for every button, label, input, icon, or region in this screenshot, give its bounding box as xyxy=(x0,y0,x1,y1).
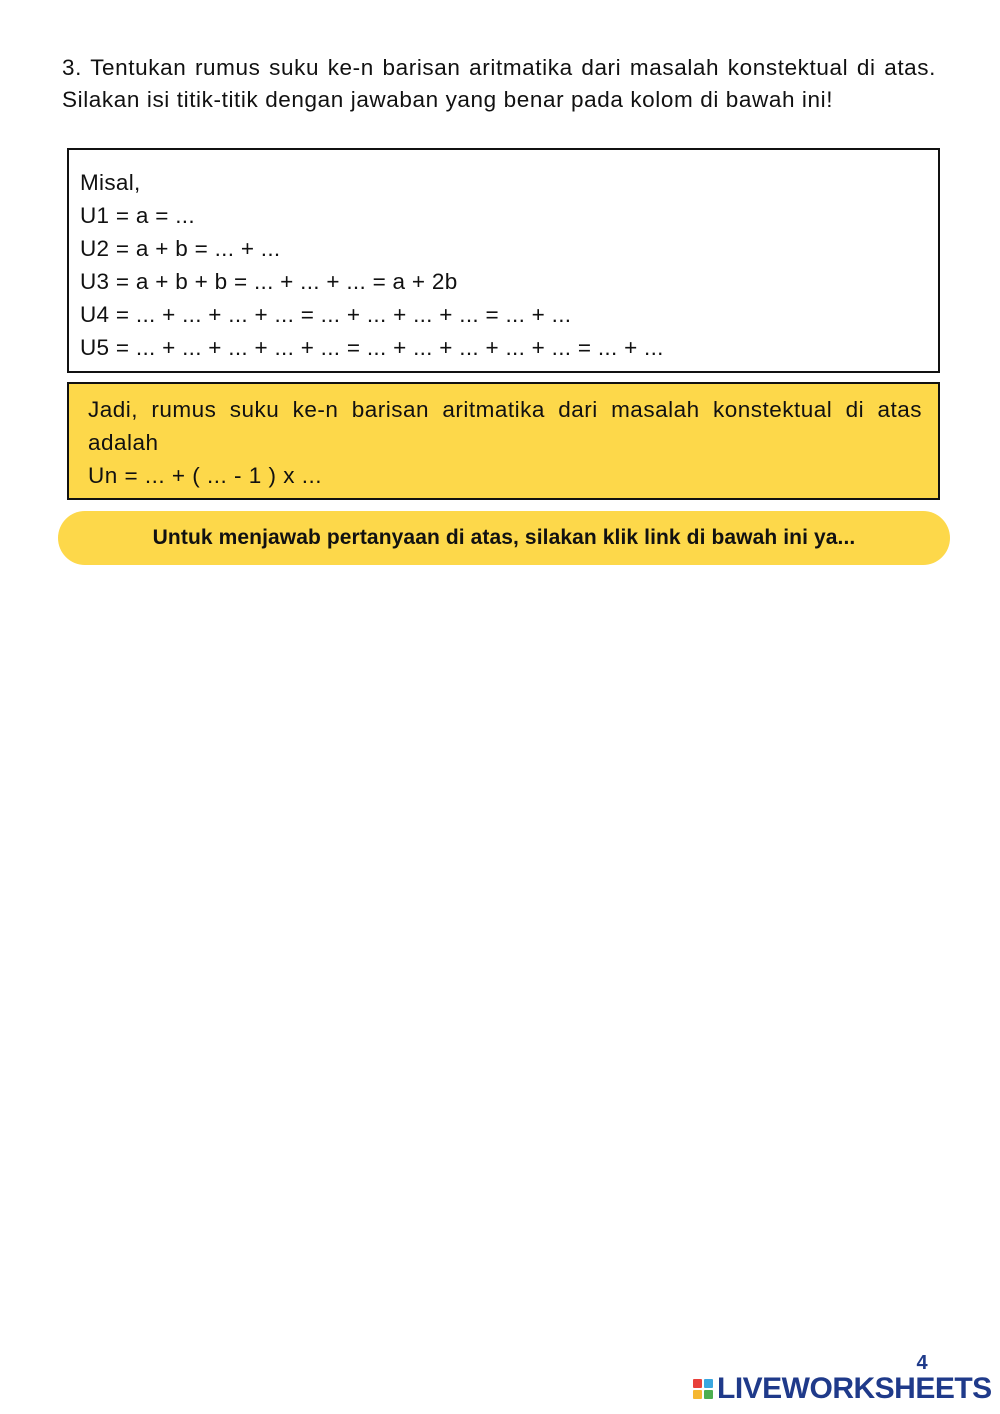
logo-square-yellow xyxy=(693,1390,702,1399)
misal-lines xyxy=(80,166,664,364)
conclusion-box xyxy=(67,382,940,500)
misal-line-u4: U4 = ... + ... + ... + ... = ... + ... + ... + ... = ... + ... xyxy=(80,302,572,327)
misal-box xyxy=(67,148,940,373)
misal-line-intro: Misal, xyxy=(80,170,141,195)
link-prompt-text: Untuk menjawab pertanyaan di atas, silakan klik link di bawah ini ya... xyxy=(152,526,856,549)
brand-name: LIVEWORKSHEETS xyxy=(717,1372,992,1405)
conclusion-formula: Un = ... + ( ... - 1 ) x ... xyxy=(88,463,323,488)
misal-line-u1: U1 = a = ... xyxy=(80,203,195,228)
liveworksheets-logo-icon xyxy=(693,1379,713,1399)
conclusion-content xyxy=(88,393,922,492)
logo-square-red xyxy=(693,1379,702,1388)
question-text: 3. Tentukan rumus suku ke-n barisan aritmatika dari masalah konstektual di atas. Silakan isi titik-titik dengan jawaban yang benar pada kolom di bawah ini! xyxy=(62,55,936,112)
link-prompt-banner xyxy=(58,511,950,565)
conclusion-text: Jadi, rumus suku ke-n barisan aritmatika dari masalah konstektual di atas adalah xyxy=(88,397,922,455)
liveworksheets-brand xyxy=(693,1372,992,1406)
logo-square-green xyxy=(704,1390,713,1399)
misal-line-u5: U5 = ... + ... + ... + ... + ... = ... + ... + ... + ... + ... = ... + ... xyxy=(80,335,664,360)
misal-line-u2: U2 = a + b = ... + ... xyxy=(80,236,281,261)
page-number: 4 xyxy=(916,1352,928,1374)
misal-line-u3: U3 = a + b + b = ... + ... + ... = a + 2b xyxy=(80,269,458,294)
logo-square-blue xyxy=(704,1379,713,1388)
